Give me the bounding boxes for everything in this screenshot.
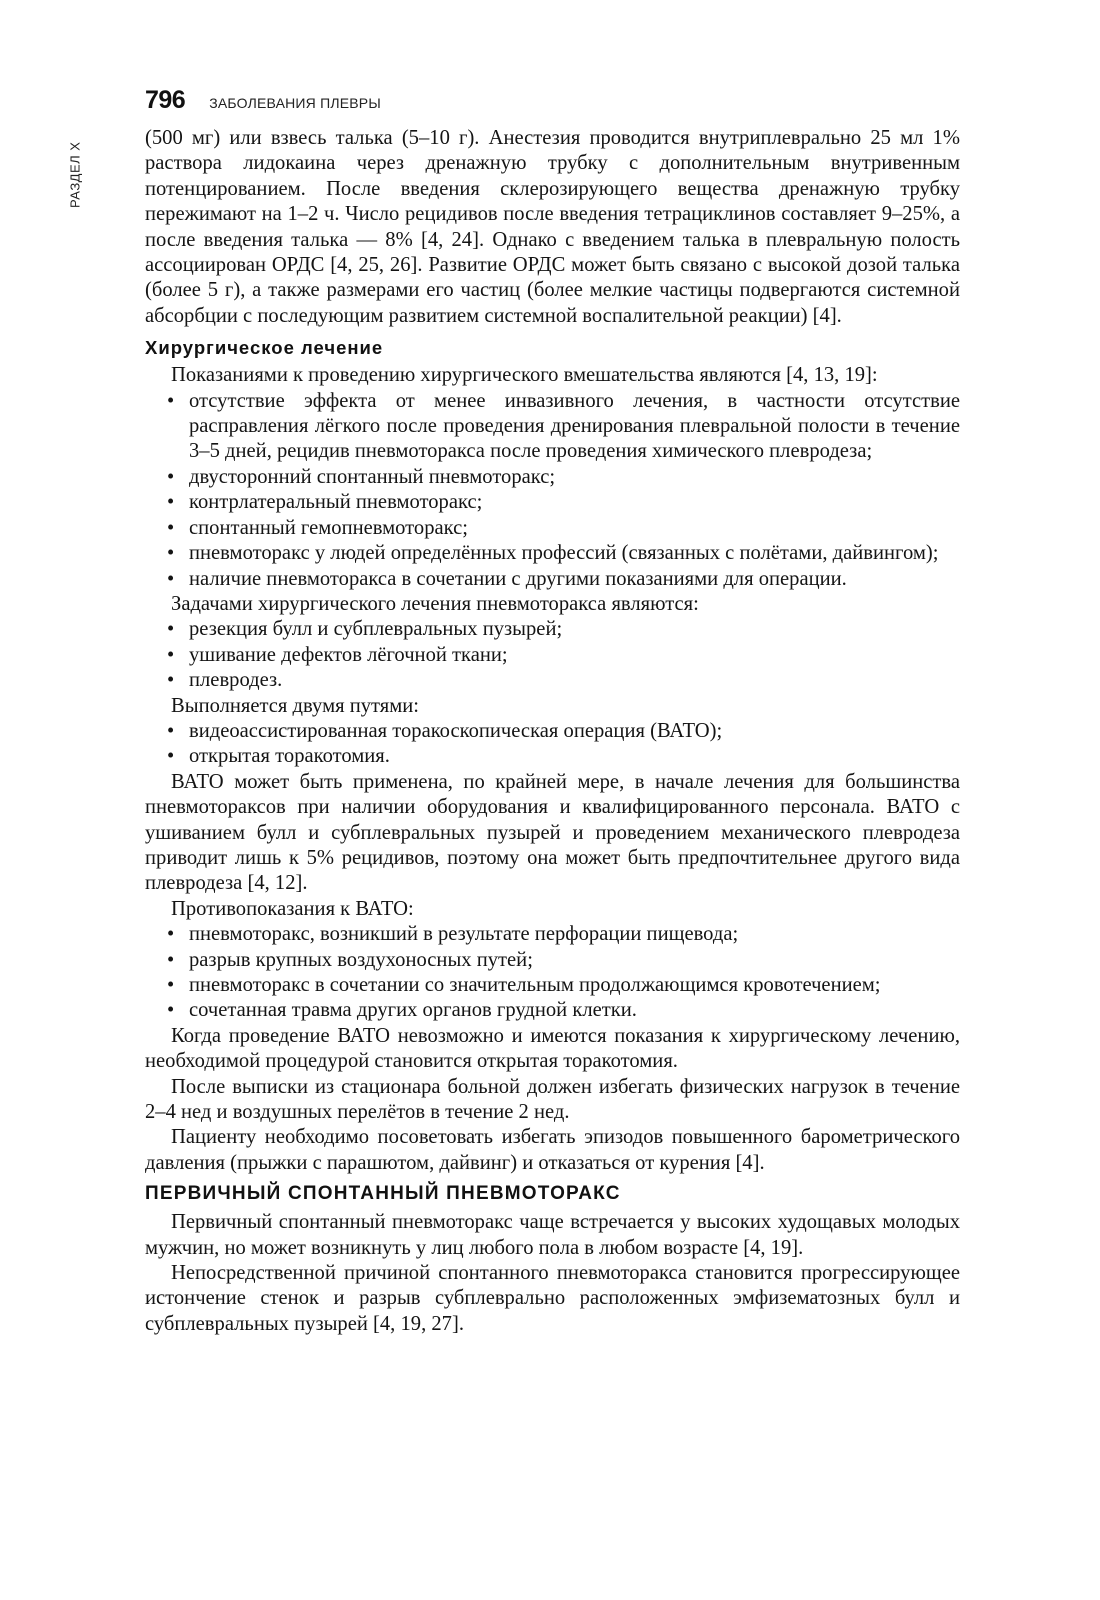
primary-paragraph-2: Непосредственной причиной спонтанного пневмоторакса становится прогрессирующее истончение стенок и разрыв субплеврально расположенных эмфизематозных булл и субплевральных пузырей [4, 19, 27].: [145, 1262, 960, 1335]
list-item: • двусторонний спонтанный пневмоторакс;: [167, 465, 960, 490]
list-item: • пневмоторакс в сочетании со значительным продолжающимся кровотечением;: [167, 973, 960, 998]
list-item: • сочетанная травма других органов грудной клетки.: [167, 998, 960, 1023]
list-item: • открытая торакотомия.: [167, 744, 960, 769]
open-thoracotomy-paragraph: Когда проведение ВАТО невозможно и имеются показания к хирургическому лечению, необходимой процедурой становится открытая торакотомия.: [145, 1024, 960, 1073]
list-item: • резекция булл и субплевральных пузырей;: [167, 617, 960, 642]
list-item: • пневмоторакс, возникший в результате перфорации пищевода;: [167, 922, 960, 947]
methods-list: [145, 719, 960, 770]
discharge-paragraph: После выписки из стационара больной должен избегать физических нагрузок в течение 2–4 нед и воздушных перелётов в течение 2 нед.: [145, 1075, 960, 1124]
tasks-list: [145, 617, 960, 693]
vato-paragraph: ВАТО может быть применена, по крайней мере, в начале лечения для большинства пневмотораксов при наличии оборудования и квалифицированного персонала. ВАТО с ушиванием булл и субплевральных пузырей и проведением механического плевродеза приводит лишь к 5% рецидивов, поэтому она может быть предпочтительнее другого вида плевродеза [4, 12].: [145, 770, 960, 895]
indications-intro: Показаниями к проведению хирургического вмешательства являются [4, 13, 19]:: [171, 364, 878, 387]
running-title: ЗАБОЛЕВАНИЯ ПЛЕВРЫ: [209, 95, 381, 111]
subsection-heading-surgical: Хирургическое лечение: [145, 337, 384, 359]
tasks-intro: Задачами хирургического лечения пневмоторакса являются:: [171, 592, 699, 615]
page-header: [145, 86, 965, 122]
advice-paragraph: Пациенту необходимо посоветовать избегать эпизодов повышенного барометрического давления (прыжки с парашютом, дайвинг) и отказаться от курения [4].: [145, 1126, 960, 1174]
page-body: [145, 126, 960, 1337]
contraindications-intro: Противопоказания к ВАТО:: [171, 897, 414, 920]
methods-intro: Выполняется двумя путями:: [171, 694, 420, 717]
indications-list: [145, 389, 960, 592]
list-item: • наличие пневмоторакса в сочетании с другими показаниями для операции.: [167, 567, 960, 592]
list-item: • отсутствие эффекта от менее инвазивного лечения, в частности отсутствие расправления лёгкого после проведения дренирования плевральной полости в течение 3–5 дней, рецидив пневмоторакса после проведения химического плевродеза;: [167, 389, 960, 465]
list-item: • плевродез.: [167, 668, 960, 693]
page-number: 796: [145, 86, 186, 114]
section-tab-label: РАЗДЕЛ X: [67, 141, 83, 209]
list-item: • разрыв крупных воздухоносных путей;: [167, 948, 960, 973]
section-heading-primary: ПЕРВИЧНЫЙ СПОНТАННЫЙ ПНЕВМОТОРАКС: [145, 1183, 621, 1205]
list-item: • видеоассистированная торакоскопическая операция (ВАТО);: [167, 719, 960, 744]
primary-paragraph-1: Первичный спонтанный пневмоторакс чаще встречается у высоких худощавых молодых мужчин, но может возникнуть у лиц любого пола в любом возрасте [4, 19].: [145, 1211, 960, 1259]
contraindications-list: [145, 922, 960, 1024]
list-item: • пневмоторакс у людей определённых профессий (связанных с полётами, дайвингом);: [167, 541, 960, 566]
list-item: • контрлатеральный пневмоторакс;: [167, 490, 960, 515]
list-item: • ушивание дефектов лёгочной ткани;: [167, 643, 960, 668]
intro-paragraph: (500 мг) или взвесь талька (5–10 г). Анестезия проводится внутриплеврально 25 мл 1% раствора лидокаина через дренажную трубку с дополнительным внутривенным потенцированием. После введения склерозирующего вещества дренажную трубку пережимают на 1–2 ч. Число рецидивов после введения тетрациклинов составляет 9–25%, а после введения талька — 8% [4, 24]. Однако с введением талька в плевральную полость ассоциирован ОРДС [4, 25, 26]. Развитие ОРДС может быть связано с высокой дозой талька (более 5 г), а также размерами его частиц (более мелкие частицы подвергаются системной абсорбции с последующим развитием системной воспалительной реакции) [4].: [145, 127, 960, 327]
list-item: • спонтанный гемопневмоторакс;: [167, 516, 960, 541]
